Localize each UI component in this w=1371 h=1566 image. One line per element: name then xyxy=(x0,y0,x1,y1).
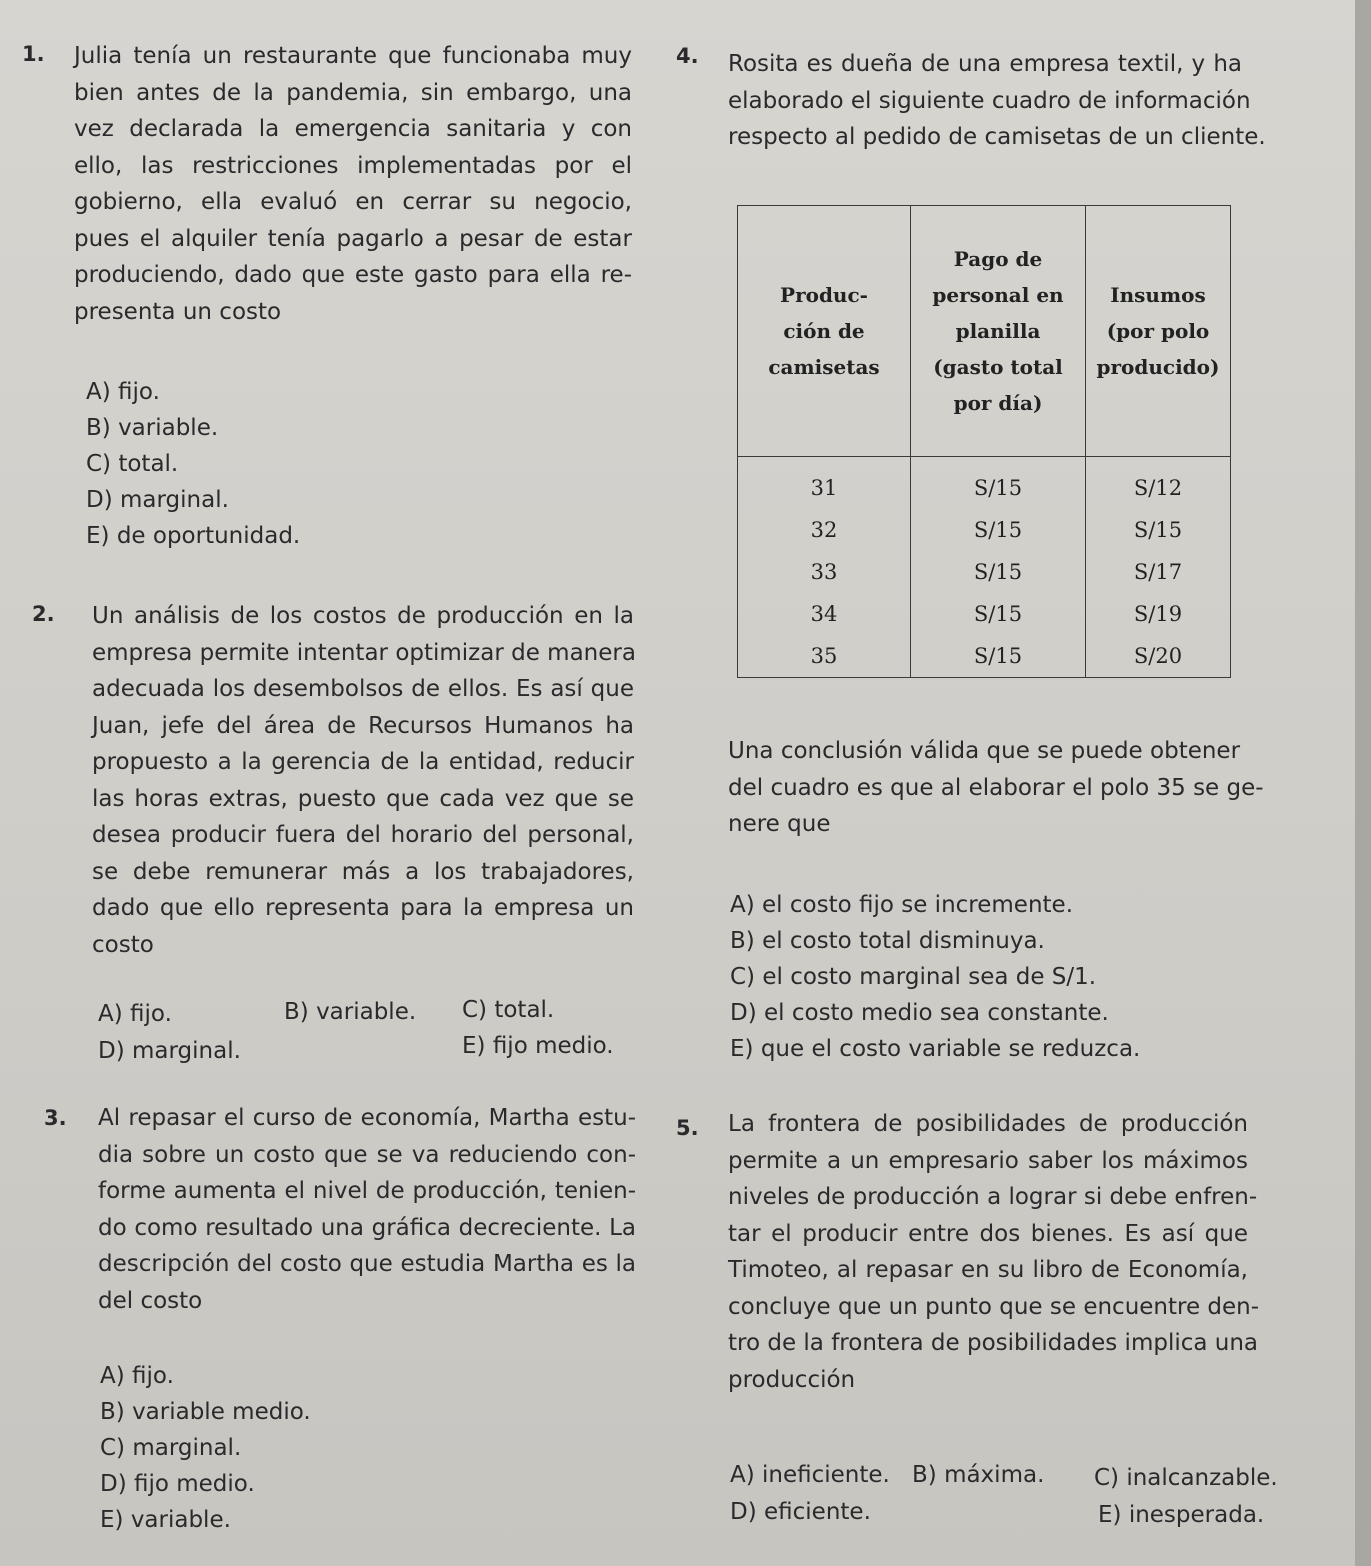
header-line: Insumos xyxy=(1110,283,1206,307)
option-c[interactable]: C) marginal. xyxy=(100,1435,242,1461)
table-row xyxy=(738,593,1231,635)
text-line: bien antes de la pandemia, sin embargo, una xyxy=(74,79,632,106)
text-line: respecto al pedido de camisetas de un cliente. xyxy=(728,124,1266,150)
cell-production: 31 xyxy=(738,457,911,510)
question-number: 1. xyxy=(22,42,45,66)
text-line: del costo xyxy=(98,1287,203,1314)
option-d[interactable]: D) fijo medio. xyxy=(100,1471,255,1497)
header-line: personal en xyxy=(932,283,1064,307)
text-line: ello, las restricciones implementadas por el xyxy=(74,152,632,179)
option-d[interactable]: D) eficiente. xyxy=(730,1499,871,1525)
option-e[interactable]: E) de oportunidad. xyxy=(86,523,301,549)
question-4-text xyxy=(728,46,1266,156)
table-row xyxy=(738,509,1231,551)
cell-payroll: S/15 xyxy=(911,635,1086,678)
option-e[interactable]: E) variable. xyxy=(100,1507,231,1533)
header-line: producido) xyxy=(1096,355,1220,379)
option-a[interactable]: A) fijo. xyxy=(100,1363,174,1389)
cell-inputs: S/19 xyxy=(1086,593,1231,635)
cell-production: 34 xyxy=(738,593,911,635)
text-line: Rosita es dueña de una empresa textil, y ha xyxy=(728,51,1242,77)
option-a[interactable]: A) ineficiente. xyxy=(730,1462,890,1488)
header-line: Produc- xyxy=(780,283,868,307)
header-line: ción de xyxy=(783,319,865,343)
option-e[interactable]: E) fijo medio. xyxy=(462,1033,614,1059)
header-line: Pago de xyxy=(953,247,1043,271)
header-inputs xyxy=(1086,206,1231,457)
text-line: Timoteo, al repasar en su libro de Economía, xyxy=(728,1257,1248,1283)
cell-inputs: S/15 xyxy=(1086,509,1231,551)
question-number: 5. xyxy=(676,1116,699,1140)
option-e[interactable]: E) que el costo variable se reduzca. xyxy=(730,1036,1141,1062)
option-c[interactable]: C) total. xyxy=(86,451,179,477)
option-a[interactable]: A) fijo. xyxy=(86,379,160,405)
option-c[interactable]: C) total. xyxy=(462,997,555,1023)
option-b[interactable]: B) el costo total disminuya. xyxy=(730,928,1045,954)
text-line: produciendo, dado que este gasto para ella re- xyxy=(74,262,632,288)
option-d[interactable]: D) marginal. xyxy=(86,487,229,513)
option-a[interactable]: A) fijo. xyxy=(98,1001,172,1027)
option-b[interactable]: B) máxima. xyxy=(912,1462,1045,1488)
cell-inputs: S/20 xyxy=(1086,635,1231,678)
question-4-options xyxy=(730,887,1140,1067)
text-line: pues el alquiler tenía pagarlo a pesar de estar xyxy=(74,225,632,252)
text-line: La frontera de posibilidades de producción xyxy=(728,1111,1248,1137)
cell-production: 35 xyxy=(738,635,911,678)
text-line: tro de la frontera de posibilidades implica una xyxy=(728,1330,1259,1356)
cell-payroll: S/15 xyxy=(911,593,1086,635)
text-line: forme aumenta el nivel de producción, tenien- xyxy=(98,1178,636,1204)
text-line: nere que xyxy=(728,811,831,837)
text-line: descripción del costo que estudia Martha es la xyxy=(98,1251,636,1277)
text-line: dia sobre un costo que se va reduciendo con- xyxy=(98,1141,636,1168)
text-line: vez declarada la emergencia sanitaria y con xyxy=(74,116,632,142)
option-c[interactable]: C) inalcanzable. xyxy=(1094,1465,1278,1491)
text-line: las horas extras, puesto que cada vez que se xyxy=(92,785,634,812)
shirt-cost-table xyxy=(737,205,1231,678)
header-production xyxy=(738,206,911,457)
option-b[interactable]: B) variable. xyxy=(86,415,219,441)
text-line: elaborado el siguiente cuadro de información xyxy=(728,87,1251,114)
option-e[interactable]: E) inesperada. xyxy=(1098,1502,1265,1528)
option-b[interactable]: B) variable. xyxy=(284,999,417,1025)
question-5-text xyxy=(728,1106,1260,1398)
header-line: por día) xyxy=(953,391,1043,415)
option-c[interactable]: C) el costo marginal sea de S/1. xyxy=(730,964,1097,990)
text-line: adecuada los desembolsos de ellos. Es así que xyxy=(92,676,634,702)
text-line: empresa permite intentar optimizar de manera xyxy=(92,639,636,666)
question-3-options xyxy=(100,1358,311,1538)
text-line: desea producir fuera del horario del personal, xyxy=(92,822,634,848)
text-line: propuesto a la gerencia de la entidad, reducir xyxy=(92,749,634,775)
question-number: 3. xyxy=(44,1106,67,1130)
text-line: permite a un empresario saber los máximos xyxy=(728,1147,1248,1174)
question-number: 4. xyxy=(676,44,699,68)
question-1-options xyxy=(86,374,300,554)
question-number: 2. xyxy=(32,602,55,626)
table-header-row xyxy=(738,206,1231,457)
table-row xyxy=(738,635,1231,678)
option-d[interactable]: D) el costo medio sea constante. xyxy=(730,1000,1109,1026)
cell-payroll: S/15 xyxy=(911,551,1086,593)
option-a[interactable]: A) el costo fijo se incremente. xyxy=(730,892,1074,918)
text-line: Un análisis de los costos de producción en la xyxy=(92,603,634,629)
text-line: del cuadro es que al elaborar el polo 35 se ge- xyxy=(728,774,1264,801)
text-line: costo xyxy=(92,931,154,958)
header-line: (por polo xyxy=(1106,319,1210,343)
cell-inputs: S/17 xyxy=(1086,551,1231,593)
cell-inputs: S/12 xyxy=(1086,457,1231,510)
question-1-text xyxy=(74,38,632,330)
header-line: camisetas xyxy=(768,355,880,379)
text-line: gobierno, ella evaluó en cerrar su negocio, xyxy=(74,189,632,215)
text-line: se debe remunerar más a los trabajadores, xyxy=(92,858,634,885)
cell-payroll: S/15 xyxy=(911,509,1086,551)
option-d[interactable]: D) marginal. xyxy=(98,1038,241,1064)
header-payroll xyxy=(911,206,1086,457)
text-line: Una conclusión válida que se puede obtener xyxy=(728,738,1241,764)
text-line: Al repasar el curso de economía, Martha estu- xyxy=(98,1105,636,1131)
text-line: concluye que un punto que se encuentre den- xyxy=(728,1293,1260,1320)
option-b[interactable]: B) variable medio. xyxy=(100,1399,311,1425)
cell-production: 32 xyxy=(738,509,911,551)
question-4-conclusion xyxy=(728,733,1264,843)
text-line: tar el producir entre dos bienes. Es así que xyxy=(728,1220,1248,1247)
table-row xyxy=(738,551,1231,593)
text-line: do como resultado una gráfica decreciente. La xyxy=(98,1214,636,1241)
page-edge-shadow xyxy=(1355,0,1371,1566)
text-line: producción xyxy=(728,1366,856,1393)
text-line: Juan, jefe del área de Recursos Humanos ha xyxy=(92,712,634,739)
header-line: planilla xyxy=(955,319,1041,343)
question-2-text xyxy=(92,598,634,963)
question-3-text xyxy=(98,1100,636,1319)
text-line: niveles de producción a lograr si debe enfren- xyxy=(728,1184,1258,1210)
cell-payroll: S/15 xyxy=(911,457,1086,510)
text-line: presenta un costo xyxy=(74,298,282,325)
cell-production: 33 xyxy=(738,551,911,593)
text-line: Julia tenía un restaurante que funcionaba muy xyxy=(74,43,632,69)
header-line: (gasto total xyxy=(933,355,1063,379)
text-line: dado que ello representa para la empresa un xyxy=(92,895,634,921)
table-row xyxy=(738,457,1231,510)
